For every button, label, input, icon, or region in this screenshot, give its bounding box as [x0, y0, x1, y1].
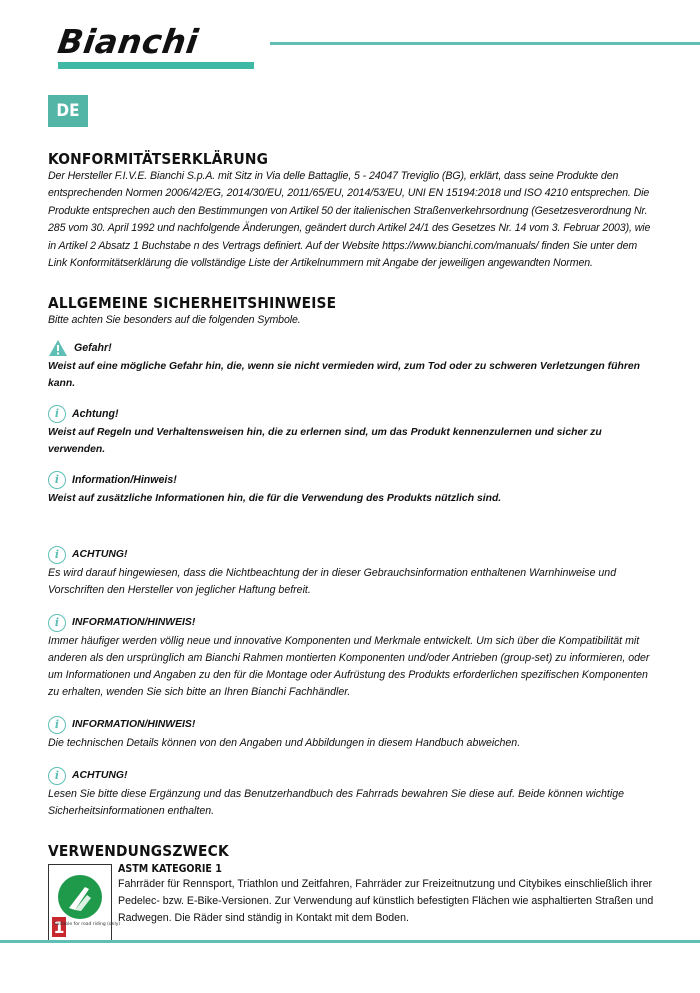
page-content	[48, 150, 658, 942]
info-circle-icon: i	[48, 405, 66, 423]
conformity-section	[48, 150, 658, 272]
header-rule	[270, 42, 700, 45]
symbol-information-title: Information/Hinweis!	[72, 473, 177, 486]
symbol-attention	[48, 404, 658, 458]
astm-road-icon	[49, 865, 121, 940]
conformity-text: Der Hersteller F.I.V.E. Bianchi S.p.A. mit Sitz in Via delle Battaglie, 5 - 24047 Treviglio (BG), erklärt, dass seine Produkte den entsprechenden Normen 2006/42/EG, 2014/30/EU, 2011/65/EU, 2014/53/EU, UNI EN 15194:2018 und ISO 4210 entsprechen. Die Produkte entsprechen auch den Bestimmungen von Artikel 50 der italienischen Straßenverkehrsordnung (Gesetzesverordnung Nr. 285 vom 30. April 1992 und nachfolgende Änderungen, geändert durch Artikel 24/1 des Gesetzes Nr. 14 vom 3. Februar 2003), wie in Artikel 2 Absatz 1 Buchstabe n des Vertrags definiert. Auf der Website https://www.bianchi.com/manuals/ finden Sie unter dem Link Konformitätserklärung die vollständige Liste der Artikelnummern mit Angabe der jeweiligen angewandten Normen.	[48, 170, 651, 270]
info-circle-icon: i	[48, 471, 66, 489]
astm-category-badge	[48, 864, 121, 942]
language-badge: DE	[48, 95, 88, 127]
astm-text: Fahrräder für Rennsport, Triathlon und Zeitfahren, Fahrräder zur Freizeitnutzung und Citybikes einschließlich ihrer Pedelec- bzw. E-Bike-Versionen. Zur Verwendung auf künstlich befestigten Flächen wie asphaltierten Straßen und Radwegen. Die Räder sind ständig in Kontakt mit dem Boden.	[118, 877, 654, 924]
note-text: Immer häufiger werden völlig neue und innovative Komponenten und Merkmale entwickelt. Um sich über die Kompatibilität mit anderen als den ursprünglich am Bianchi Rahmen montierten Komponenten und/oder Antrieben (group-set) zu informieren, oder um Informationen und Angaben zu den für die Montage oder Aufrüstung des Produkts erforderlichen spezifischen Komponenten zu erhalten, wenden Sie sich bitte an Ihren Bianchi Fachhändler.	[48, 634, 650, 698]
symbol-danger-title: Gefahr!	[74, 341, 112, 354]
safety-intro: Bitte achten Sie besonders auf die folgenden Symbole.	[48, 314, 301, 327]
bianchi-logo: Bianchi	[55, 22, 201, 61]
astm-title: ASTM KATEGORIE 1	[118, 862, 222, 875]
badge-caption: Suitable for road riding (only)	[53, 921, 121, 927]
note-text: Es wird darauf hingewiesen, dass die Nichtbeachtung der in dieser Gebrauchsinformation enthaltenen Warnhinweise und Vorschriften den Hersteller von jeglicher Haftung befreit.	[48, 566, 617, 596]
info-circle-icon: i	[48, 546, 66, 564]
usage-title: VERWENDUNGSZWECK	[48, 841, 229, 860]
safety-title: ALLGEMEINE SICHERHEITSHINWEISE	[48, 294, 337, 313]
note-block	[48, 545, 658, 599]
symbol-danger	[48, 338, 658, 392]
note-text: Die technischen Details können von den Angaben und Abbildungen in diesem Handbuch abweichen.	[48, 736, 521, 749]
note-title: INFORMATION/HINWEIS!	[72, 719, 196, 731]
info-circle-icon: i	[48, 614, 66, 632]
safety-section	[48, 294, 658, 506]
symbol-attention-text: Weist auf Regeln und Verhaltensweisen hin, die zu erlernen sind, um das Produkt kennenzulernen und sicher zu verwenden.	[48, 426, 602, 455]
note-title: INFORMATION/HINWEIS!	[72, 617, 196, 629]
page-header	[0, 0, 700, 80]
usage-section	[48, 842, 658, 942]
info-circle-icon: i	[48, 767, 66, 785]
symbol-information	[48, 470, 658, 507]
note-block	[48, 766, 658, 820]
note-title: ACHTUNG!	[72, 549, 128, 561]
notes-section	[48, 545, 658, 820]
info-circle-icon: i	[48, 716, 66, 734]
note-block	[48, 715, 658, 752]
footer-rule	[0, 940, 700, 943]
note-text: Lesen Sie bitte diese Ergänzung und das Benutzerhandbuch des Fahrrads bewahren Sie diese auf. Beide können wichtige Sicherheitsinformationen enthalten.	[48, 787, 624, 817]
symbol-information-text: Weist auf zusätzliche Informationen hin, die für die Verwendung des Produkts nützlich sind.	[48, 492, 502, 504]
logo-underline	[58, 62, 254, 69]
symbol-attention-title: Achtung!	[72, 407, 119, 420]
note-block	[48, 613, 658, 701]
symbol-danger-text: Weist auf eine mögliche Gefahr hin, die, wenn sie nicht vermieden wird, zum Tod oder zu schweren Verletzungen führen kann.	[48, 360, 640, 389]
badge-number: 1	[53, 917, 65, 937]
warning-triangle-icon	[48, 339, 68, 357]
conformity-title: KONFORMITÄTSERKLÄRUNG	[48, 150, 269, 168]
note-title: ACHTUNG!	[72, 770, 128, 782]
